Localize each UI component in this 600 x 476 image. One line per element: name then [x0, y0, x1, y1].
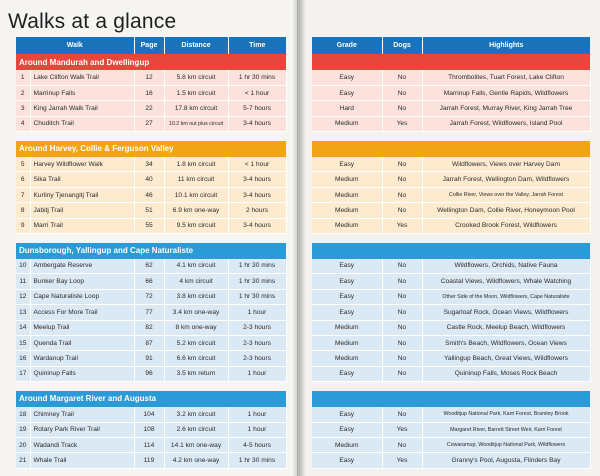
walk-name: Quenda Trail: [30, 335, 134, 350]
walk-time: 2 hours: [228, 203, 286, 218]
walk-highlights: Jarrah Forest, Wildflowers, Island Pool: [422, 116, 590, 131]
table-row: [312, 407, 590, 422]
walk-name: Rotary Park River Trail: [30, 422, 134, 437]
walk-time: 1 hour: [228, 407, 286, 422]
walk-time: 2-3 hours: [228, 351, 286, 366]
walk-number: 2: [16, 85, 30, 100]
walk-name: Lake Clifton Walk Trail: [30, 70, 134, 85]
walk-number: 9: [16, 218, 30, 233]
walk-number: 13: [16, 305, 30, 320]
walk-distance: 2.6 km circuit: [164, 422, 228, 437]
walk-distance: 3.4 km one-way: [164, 305, 228, 320]
walk-time: 3-4 hours: [228, 116, 286, 131]
table-row: [312, 289, 590, 304]
section-header: [16, 243, 286, 259]
section-title: Around Margaret River and Augusta: [16, 391, 286, 407]
table-row: [16, 320, 286, 335]
walk-highlights: Thrombolites, Tuart Forest, Lake Clifton: [422, 70, 590, 85]
walk-grade: Easy: [312, 70, 382, 85]
section-band: [312, 243, 590, 259]
walk-grade: Easy: [312, 289, 382, 304]
table-row: [312, 70, 590, 85]
walk-time: 1 hour: [228, 422, 286, 437]
walk-number: 18: [16, 407, 30, 422]
walk-dogs: Yes: [382, 218, 422, 233]
walk-name: Cape Naturaliste Loop: [30, 289, 134, 304]
walk-number: 10: [16, 259, 30, 274]
walk-dogs: No: [382, 335, 422, 350]
section-header: [16, 141, 286, 157]
walk-page: 62: [134, 259, 164, 274]
walk-number: 6: [16, 172, 30, 187]
walk-distance: 6.9 km one-way: [164, 203, 228, 218]
section-title: Around Mandurah and Dwellingup: [16, 54, 286, 70]
walk-highlights: Jarrah Forest, Murray River, King Jarrah Tree: [422, 101, 590, 116]
header-walk: Walk: [16, 37, 134, 54]
walk-dogs: No: [382, 305, 422, 320]
walk-name: Chimney Trail: [30, 407, 134, 422]
walk-time: 1 hr 30 mins: [228, 289, 286, 304]
section-header: [16, 391, 286, 407]
walk-distance: 10.1 km circuit: [164, 187, 228, 202]
walk-page: 55: [134, 218, 164, 233]
walk-highlights: Wooditjup National Park, Karri Forest, Bramley Brook: [422, 407, 590, 422]
walk-number: 12: [16, 289, 30, 304]
walk-highlights: Castle Rock, Meelup Beach, Wildflowers: [422, 320, 590, 335]
walk-time: 4-5 hours: [228, 437, 286, 452]
walk-page: 96: [134, 366, 164, 381]
walk-distance: 10.2 km out plus circuit: [164, 116, 228, 131]
walk-dogs: No: [382, 437, 422, 452]
walk-highlights: Coastal Views, Wildflowers, Whale Watching: [422, 274, 590, 289]
walk-highlights: Wildflowers, Views over Harvey Dam: [422, 157, 590, 172]
table-row: [312, 453, 590, 468]
walk-page: 87: [134, 335, 164, 350]
walk-highlights: Granny's Pool, Augusta, Flinders Bay: [422, 453, 590, 468]
walk-grade: Easy: [312, 366, 382, 381]
walk-dogs: No: [382, 407, 422, 422]
walk-time: 1 hour: [228, 366, 286, 381]
table-header-row: [16, 37, 286, 54]
section-title: Around Harvey, Collie & Ferguson Valley: [16, 141, 286, 157]
walk-number: 4: [16, 116, 30, 131]
walk-number: 14: [16, 320, 30, 335]
walk-grade: Easy: [312, 422, 382, 437]
walk-highlights: Other Side of the Moon, Wildflowers, Cape Naturaliste: [422, 289, 590, 304]
walk-highlights: Crooked Brook Forest, Wildflowers: [422, 218, 590, 233]
table-row: [16, 274, 286, 289]
walk-time: 1 hr 30 mins: [228, 453, 286, 468]
walk-time: 1 hr 30 mins: [228, 259, 286, 274]
walk-dogs: Yes: [382, 422, 422, 437]
walk-name: Whale Trail: [30, 453, 134, 468]
walk-dogs: Yes: [382, 116, 422, 131]
table-row: [312, 422, 590, 437]
section-band: [312, 391, 590, 407]
walk-grade: Medium: [312, 203, 382, 218]
section-spacer: [312, 382, 590, 391]
walk-page: 91: [134, 351, 164, 366]
table-row: [312, 274, 590, 289]
table-row: [16, 203, 286, 218]
table-row: [312, 437, 590, 452]
walk-grade: Easy: [312, 157, 382, 172]
table-row: [16, 351, 286, 366]
walk-number: 20: [16, 437, 30, 452]
walk-grade: Medium: [312, 187, 382, 202]
walk-page: 114: [134, 437, 164, 452]
table-row: [16, 259, 286, 274]
walk-name: Quininup Falls: [30, 366, 134, 381]
walk-dogs: No: [382, 157, 422, 172]
walk-name: Marrinup Falls: [30, 85, 134, 100]
header-time: Time: [228, 37, 286, 54]
walk-grade: Medium: [312, 351, 382, 366]
walk-number: 8: [16, 203, 30, 218]
table-row: [312, 259, 590, 274]
walk-distance: 1.5 km circuit: [164, 85, 228, 100]
section-spacer: [312, 132, 590, 141]
walk-name: Sika Trail: [30, 172, 134, 187]
table-row: [16, 85, 286, 100]
walk-distance: 17.8 km circuit: [164, 101, 228, 116]
table-row: [16, 116, 286, 131]
walk-distance: 5.2 km circuit: [164, 335, 228, 350]
table-row: [16, 305, 286, 320]
walk-grade: Medium: [312, 218, 382, 233]
table-row: [312, 335, 590, 350]
walk-time: 1 hr 30 mins: [228, 274, 286, 289]
walk-highlights: Wellington Dam, Collie River, Honeymoon Pool: [422, 203, 590, 218]
walk-dogs: No: [382, 203, 422, 218]
section-title: Dunsborough, Yallingup and Cape Naturaliste: [16, 243, 286, 259]
walk-grade: Easy: [312, 407, 382, 422]
walk-grade: Easy: [312, 259, 382, 274]
table-row: [312, 351, 590, 366]
walk-name: Jabitj Trail: [30, 203, 134, 218]
walk-name: Marri Trail: [30, 218, 134, 233]
header-grade: Grade: [312, 37, 382, 54]
table-row: [312, 305, 590, 320]
walk-page: 77: [134, 305, 164, 320]
section-header-band: [312, 54, 590, 70]
header-dogs: Dogs: [382, 37, 422, 54]
walk-dogs: No: [382, 85, 422, 100]
walk-distance: 8 km one-way: [164, 320, 228, 335]
walk-dogs: No: [382, 351, 422, 366]
walk-dogs: No: [382, 101, 422, 116]
walk-dogs: No: [382, 289, 422, 304]
book-gutter: [292, 0, 306, 476]
walks-table-left: [16, 37, 287, 469]
walk-number: 11: [16, 274, 30, 289]
walk-highlights: Marrinup Falls, Gentle Rapids, Wildflowers: [422, 85, 590, 100]
walk-distance: 3.8 km circuit: [164, 289, 228, 304]
walk-page: 104: [134, 407, 164, 422]
walk-page: 51: [134, 203, 164, 218]
page-title: Walks at a glance: [8, 10, 177, 33]
table-row: [312, 85, 590, 100]
section-spacer: [16, 132, 286, 141]
table-row: [16, 422, 286, 437]
header-page: Page: [134, 37, 164, 54]
walk-page: 119: [134, 453, 164, 468]
table-row: [16, 157, 286, 172]
table-row: [16, 366, 286, 381]
section-header-band: [312, 243, 590, 259]
table-row: [312, 218, 590, 233]
walk-number: 15: [16, 335, 30, 350]
section-spacer: [16, 382, 286, 391]
walk-grade: Medium: [312, 335, 382, 350]
walk-grade: Easy: [312, 305, 382, 320]
walk-name: Access For More Trail: [30, 305, 134, 320]
table-row: [16, 187, 286, 202]
header-distance: Distance: [164, 37, 228, 54]
walk-highlights: Smith's Beach, Wildflowers, Ocean Views: [422, 335, 590, 350]
walks-table-right: [312, 37, 591, 469]
walk-number: 1: [16, 70, 30, 85]
walk-page: 108: [134, 422, 164, 437]
walk-grade: Medium: [312, 172, 382, 187]
table-row: [16, 289, 286, 304]
section-band: [312, 54, 590, 70]
walk-name: Wadandi Track: [30, 437, 134, 452]
walk-page: 34: [134, 157, 164, 172]
walk-grade: Easy: [312, 453, 382, 468]
walk-dogs: No: [382, 259, 422, 274]
walk-time: 2-3 hours: [228, 335, 286, 350]
walk-time: 3-4 hours: [228, 172, 286, 187]
table-row: [312, 157, 590, 172]
table-row: [16, 218, 286, 233]
walk-distance: 14.1 km one-way: [164, 437, 228, 452]
walk-number: 7: [16, 187, 30, 202]
walk-grade: Hard: [312, 101, 382, 116]
walk-time: 5-7 hours: [228, 101, 286, 116]
walk-dogs: No: [382, 274, 422, 289]
walk-dogs: No: [382, 70, 422, 85]
table-row: [312, 116, 590, 131]
walk-distance: 4.2 km one-way: [164, 453, 228, 468]
table-row: [16, 335, 286, 350]
table-header-row: [312, 37, 590, 54]
walk-highlights: Quininup Falls, Moses Rock Beach: [422, 366, 590, 381]
walk-number: 19: [16, 422, 30, 437]
walk-time: < 1 hour: [228, 157, 286, 172]
table-row: [312, 172, 590, 187]
table-row: [312, 366, 590, 381]
walk-highlights: Wildflowers, Orchids, Native Fauna: [422, 259, 590, 274]
walk-page: 72: [134, 289, 164, 304]
walk-name: Kurliny Tjenangitj Trail: [30, 187, 134, 202]
walk-highlights: Yallingup Beach, Great Views, Wildflowers: [422, 351, 590, 366]
walk-distance: 3.5 km return: [164, 366, 228, 381]
walk-distance: 3.2 km circuit: [164, 407, 228, 422]
walk-grade: Medium: [312, 437, 382, 452]
walk-highlights: Margaret River, Barrett Street Weir, Karri Forest: [422, 422, 590, 437]
walk-distance: 5.8 km circuit: [164, 70, 228, 85]
table-row: [312, 320, 590, 335]
walk-page: 27: [134, 116, 164, 131]
walk-distance: 1.8 km circuit: [164, 157, 228, 172]
table-row: [312, 187, 590, 202]
walk-number: 21: [16, 453, 30, 468]
walk-time: 3-4 hours: [228, 218, 286, 233]
walk-time: 1 hour: [228, 305, 286, 320]
walk-time: 3-4 hours: [228, 187, 286, 202]
walk-distance: 6.6 km circuit: [164, 351, 228, 366]
walk-grade: Medium: [312, 320, 382, 335]
walk-dogs: No: [382, 172, 422, 187]
section-header: [16, 54, 286, 70]
walk-name: Chuditch Trail: [30, 116, 134, 131]
walk-page: 46: [134, 187, 164, 202]
walk-name: Ambergate Reserve: [30, 259, 134, 274]
table-row: [16, 453, 286, 468]
section-spacer: [16, 234, 286, 243]
section-spacer: [312, 234, 590, 243]
walk-highlights: Cowaramup, Wooditjup National Park, Wildflowers: [422, 437, 590, 452]
walk-time: 1 hr 30 mins: [228, 70, 286, 85]
walk-page: 40: [134, 172, 164, 187]
walk-number: 17: [16, 366, 30, 381]
walk-page: 16: [134, 85, 164, 100]
table-row: [16, 407, 286, 422]
walk-name: Bunker Bay Loop: [30, 274, 134, 289]
table-row: [312, 203, 590, 218]
walk-name: King Jarrah Walk Trail: [30, 101, 134, 116]
walk-highlights: Sugarloaf Rock, Ocean Views, Wildflowers: [422, 305, 590, 320]
walk-grade: Medium: [312, 116, 382, 131]
table-row: [16, 437, 286, 452]
walk-distance: 11 km circuit: [164, 172, 228, 187]
walk-distance: 9.5 km circuit: [164, 218, 228, 233]
walk-dogs: No: [382, 320, 422, 335]
section-band: [312, 141, 590, 157]
walk-page: 12: [134, 70, 164, 85]
walk-distance: 4 km circuit: [164, 274, 228, 289]
walk-number: 16: [16, 351, 30, 366]
walk-time: < 1 hour: [228, 85, 286, 100]
walk-number: 3: [16, 101, 30, 116]
header-highlights: Highlights: [422, 37, 590, 54]
walk-grade: Easy: [312, 274, 382, 289]
walk-page: 66: [134, 274, 164, 289]
walk-time: 2-3 hours: [228, 320, 286, 335]
walk-dogs: No: [382, 187, 422, 202]
walk-dogs: Yes: [382, 453, 422, 468]
walk-number: 5: [16, 157, 30, 172]
table-row: [16, 172, 286, 187]
walk-highlights: Collie River, Views over the Valley, Jarrah Forest: [422, 187, 590, 202]
table-row: [312, 101, 590, 116]
table-row: [16, 101, 286, 116]
walk-distance: 4.1 km circuit: [164, 259, 228, 274]
walk-name: Harvey Wildflower Walk: [30, 157, 134, 172]
section-header-band: [312, 391, 590, 407]
table-row: [16, 70, 286, 85]
section-header-band: [312, 141, 590, 157]
walk-page: 82: [134, 320, 164, 335]
walk-name: Meelup Trail: [30, 320, 134, 335]
walk-dogs: No: [382, 366, 422, 381]
walk-page: 22: [134, 101, 164, 116]
walk-highlights: Jarrah Forest, Wellington Dam, Wildflowers: [422, 172, 590, 187]
walk-name: Wardanup Trail: [30, 351, 134, 366]
walk-grade: Easy: [312, 85, 382, 100]
